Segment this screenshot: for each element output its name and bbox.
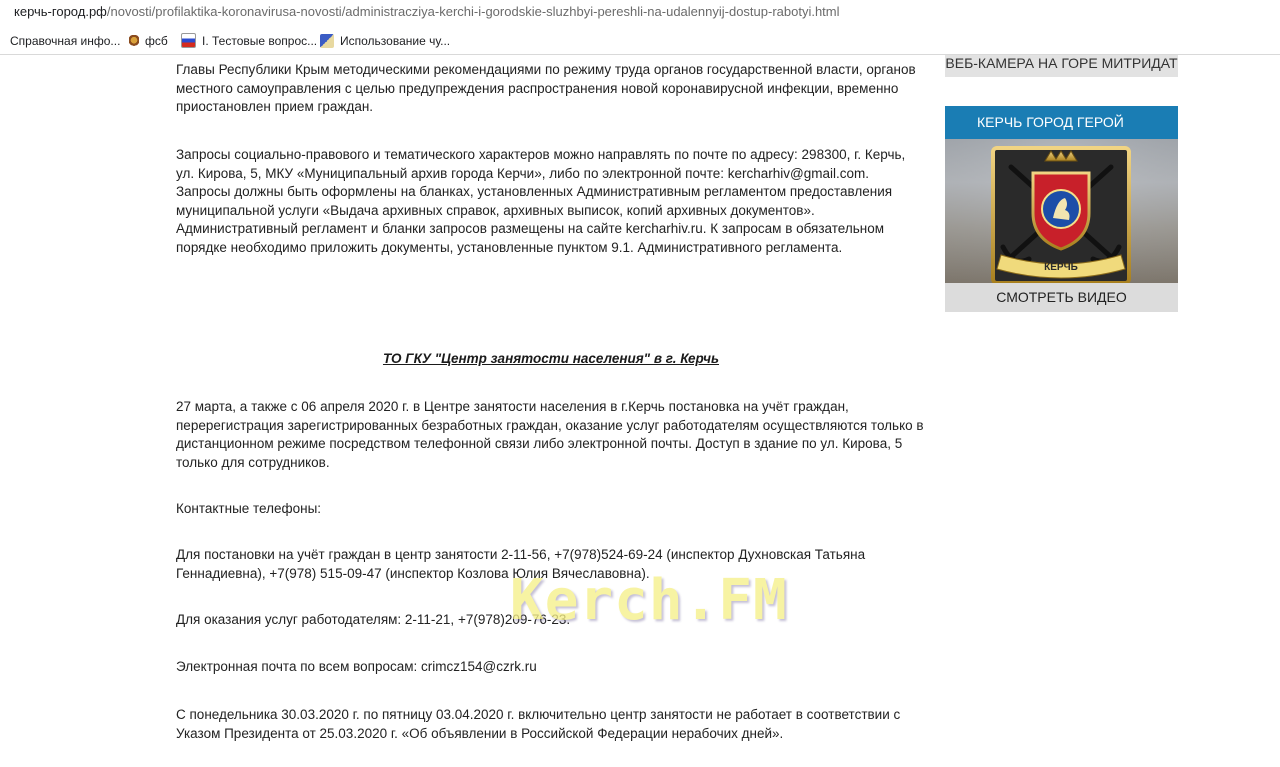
article-paragraph: Запросы социально-правового и тематического характеров можно направлять по почте по адресу: 298300, г. Керчь, ул. Кирова, 5, МКУ «Муниципальный архив города Керчи», либо по электронной почте: kercharhiv@gmail.com. Запросы должны быть оформлены на бланках, установленных Административным регламентом предоставления муниципальной услуги «Выдача архивных справок, архивных выписок, копий архивных документов». Административный регламент и бланки запросов размещены на сайте kercharhiv.ru. К запросам в обязательном порядке необходимо приложить документы, установленные пунктом 9.1. Административного регламента.	[176, 147, 906, 255]
section-heading: ТО ГКУ "Центр занятости населения" в г. Керчь	[382, 351, 720, 366]
bookmark-item-2[interactable]	[129, 32, 168, 50]
article-paragraph: С понедельника 30.03.2020 г. по пятницу 03.04.2020 г. включительно центр занятости не работает в соответствии с Указом Президента от 25.03.2020 г. «Об объявлении в Российской Федерации нерабочих дней».	[176, 707, 901, 741]
hero-video-thumbnail[interactable]	[945, 139, 1178, 283]
bookmark-label: Использование чу...	[340, 34, 451, 48]
emblem-ribbon-text: КЕРЧЬ	[1044, 262, 1078, 273]
article-paragraph: Главы Республики Крым методическими рекомендациями по режиму труда органов государственной власти, органов местного самоуправления с целью предупреждения распространения новой коронавирусной инфекции, временно приостановлен прием граждан.	[176, 62, 916, 115]
article-paragraph: Для постановки на учёт граждан в центр занятости 2-11-56, +7(978)524-69-24 (инспектор Духновская Татьяна Геннадиевна), +7(978) 515-09-47 (инспектор Козлова Юлия Вячеславовна).	[176, 547, 866, 581]
bookmarks-bar	[0, 28, 1280, 55]
hero-city-title[interactable]: КЕРЧЬ ГОРОД ГЕРОЙ	[945, 106, 1178, 139]
webcam-link[interactable]: ВЕБ-КАМЕРА НА ГОРЕ МИТРИДАТ	[945, 55, 1178, 77]
article-paragraph: Электронная почта по всем вопросам: crimcz154@czrk.ru	[176, 659, 537, 674]
page-viewport	[0, 55, 1280, 767]
article-paragraph: Контактные телефоны:	[176, 501, 322, 516]
url-text[interactable]	[14, 0, 840, 24]
bookmark-item-4[interactable]	[320, 32, 450, 50]
bookmark-item-3[interactable]	[181, 32, 317, 50]
bookmark-label: Справочная инфо...	[10, 34, 121, 48]
bookmark-label: фсб	[145, 34, 168, 48]
emblem-icon	[129, 35, 139, 48]
bookmark-label: I. Тестовые вопрос...	[202, 34, 318, 48]
flag-icon	[181, 33, 196, 48]
watch-video-button[interactable]: СМОТРЕТЬ ВИДЕО	[945, 283, 1178, 312]
article-paragraph: 27 марта, а также с 06 апреля 2020 г. в Центре занятости населения в г.Керчь постановка на учёт граждан, перерегистрация зарегистрированных безработных граждан, оказание услуг работодателям осуществляются только в дистанционном режиме посредством телефонной связи либо электронной почты. Доступ в здание по ул. Кирова, 5 только для сотрудников.	[176, 399, 924, 470]
site-icon	[320, 34, 334, 48]
address-bar[interactable]	[0, 0, 1280, 26]
url-path: /novosti/profilaktika-koronavirusa-novosti/administracziya-kerchi-i-gorodskie-sluzhbyi-pereshli-na-udalennyij-dostup-rabotyi.html	[106, 4, 840, 19]
kerch-coat-of-arms-icon	[945, 139, 1178, 283]
bookmark-item-1[interactable]	[10, 32, 120, 50]
watermark-text: Kerch.FM	[510, 568, 788, 633]
url-host: керчь-город.рф	[14, 4, 107, 19]
article-paragraph: Для оказания услуг работодателям: 2-11-21, +7(978)209-76-23.	[176, 612, 571, 627]
